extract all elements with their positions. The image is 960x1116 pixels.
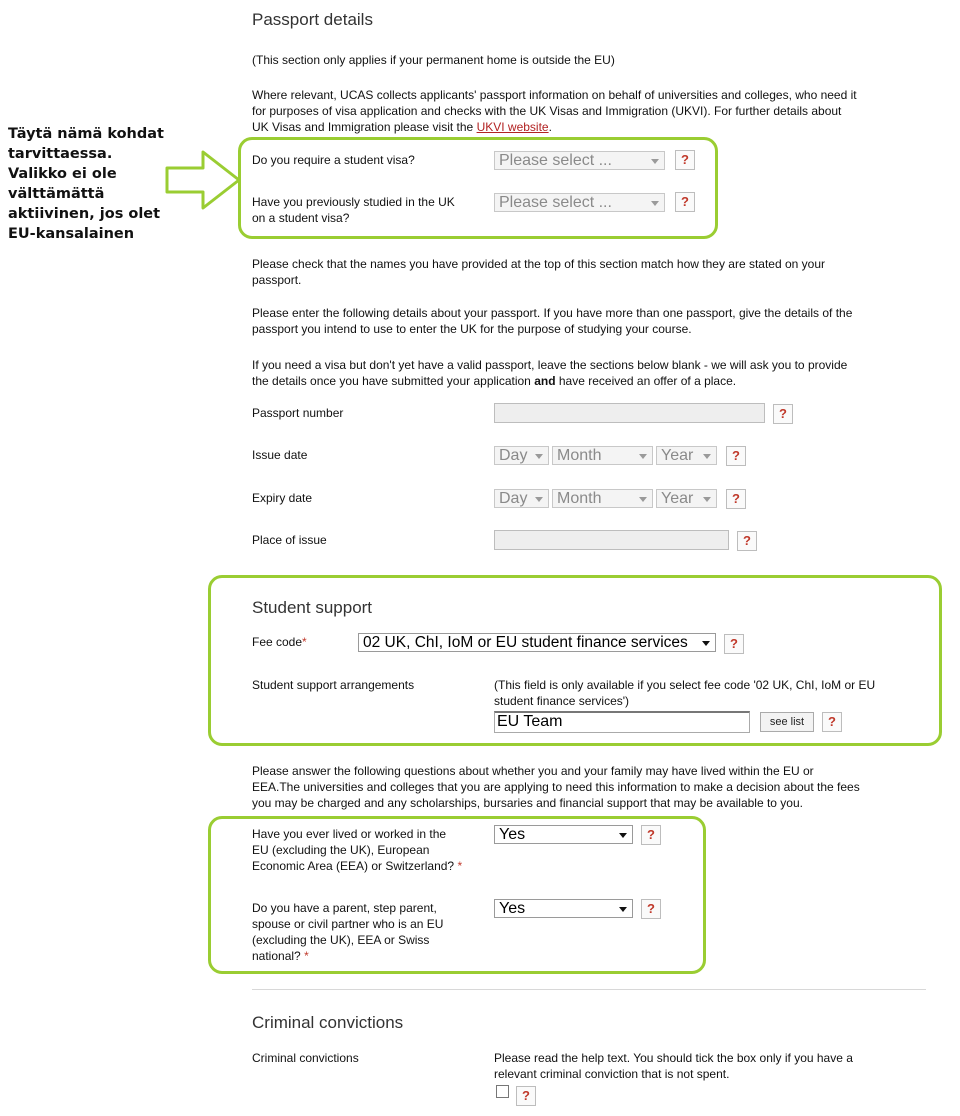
label-text: Fee code <box>252 635 303 649</box>
help-icon[interactable]: ? <box>822 712 842 732</box>
label-line <box>252 948 443 964</box>
student-visa-select[interactable] <box>494 151 665 170</box>
support-arrangements-input[interactable]: EU Team <box>494 711 750 733</box>
help-icon[interactable]: ? <box>726 446 746 466</box>
select-value: Month <box>557 447 602 464</box>
text-line: Please read the help text. You should tick the box only if you have a <box>494 1051 853 1065</box>
passport-number-input[interactable] <box>494 403 765 423</box>
criminal-conviction-checkbox[interactable] <box>496 1085 509 1098</box>
lived-in-eu-label <box>252 826 462 874</box>
label-line: Have you ever lived or worked in the <box>252 827 447 841</box>
label-line: spouse or civil partner who is an EU <box>252 917 444 931</box>
intro-line <box>252 119 942 135</box>
label-line: EU (excluding the UK), European <box>252 843 430 857</box>
required-marker: * <box>302 635 307 649</box>
passport-intro <box>252 87 942 135</box>
annotation-line: aktiivinen, jos olet <box>8 206 161 222</box>
place-of-issue-input[interactable] <box>494 530 729 550</box>
chevron-down-icon <box>639 497 647 502</box>
help-icon[interactable]: ? <box>726 489 746 509</box>
passport-section-title: Passport details <box>252 10 373 29</box>
family-eu-national-select[interactable] <box>494 899 633 918</box>
lived-in-eu-select[interactable] <box>494 825 633 844</box>
label-line: Have you previously studied in the UK <box>252 195 455 209</box>
select-value: 02 UK, ChI, IoM or EU student finance services <box>363 634 688 651</box>
text-line: EEA.The universities and colleges that you are applying to need this information to make a decision about the fees <box>252 780 860 794</box>
label-line: Do you have a parent, step parent, <box>252 901 437 915</box>
expiry-year-select[interactable] <box>656 489 717 508</box>
issue-year-select[interactable] <box>656 446 717 465</box>
help-icon[interactable]: ? <box>675 150 695 170</box>
select-value: Day <box>499 490 528 507</box>
label-line: on a student visa? <box>252 211 350 225</box>
criminal-help-text <box>494 1050 924 1082</box>
help-icon[interactable]: ? <box>641 825 661 845</box>
intro-line: for purposes of visa application and checks with the UK Visas and Immigration (UKVI). For further details about <box>252 104 842 118</box>
chevron-down-icon <box>535 454 543 459</box>
fee-code-label <box>252 634 307 650</box>
support-section-title: Student support <box>252 598 373 617</box>
issue-day-select[interactable] <box>494 446 549 465</box>
chevron-down-icon <box>619 833 627 838</box>
chevron-down-icon <box>703 454 711 459</box>
help-icon[interactable]: ? <box>516 1086 536 1106</box>
criminal-convictions-label: Criminal convictions <box>252 1051 359 1065</box>
label-text: Economic Area (EEA) or Switzerland? <box>252 859 455 873</box>
passport-number-label: Passport number <box>252 406 344 420</box>
help-icon[interactable]: ? <box>724 634 744 654</box>
intro-line: Where relevant, UCAS collects applicants' passport information on behalf of universities and colleges, who need it <box>252 88 857 102</box>
select-value: Day <box>499 447 528 464</box>
text-bold: and <box>534 374 556 388</box>
label-line <box>252 858 462 874</box>
select-value: Year <box>661 447 694 464</box>
chevron-down-icon <box>619 907 627 912</box>
help-icon[interactable]: ? <box>641 899 661 919</box>
label-line: (excluding the UK), EEA or Swiss <box>252 933 430 947</box>
text-line: Please check that the names you have provided at the top of this section match how they are stated on your <box>252 257 826 271</box>
expiry-month-select[interactable] <box>552 489 653 508</box>
select-value: Month <box>557 490 602 507</box>
criminal-section-title: Criminal convictions <box>252 1013 404 1032</box>
intro-text: UK Visas and Immigration please visit the <box>252 120 477 134</box>
text-line: passport. <box>252 273 302 287</box>
visa-no-passport-text <box>252 357 942 389</box>
text-part: have received an offer of a place. <box>555 374 737 388</box>
help-icon[interactable]: ? <box>675 192 695 212</box>
annotation-line: tarvittaessa. <box>8 146 113 162</box>
annotation-line: Täytä nämä kohdat <box>8 126 164 142</box>
eu-intro-text <box>252 763 942 811</box>
select-value: Please select ... <box>499 194 612 211</box>
annotation-line: Valikko ei ole <box>8 166 117 182</box>
issue-date-label: Issue date <box>252 448 308 462</box>
chevron-down-icon <box>639 454 647 459</box>
fee-code-select[interactable] <box>358 633 716 652</box>
arrangements-note <box>494 677 924 709</box>
annotation-line: EU-kansalainen <box>8 226 135 242</box>
help-icon[interactable]: ? <box>737 531 757 551</box>
previous-study-select[interactable] <box>494 193 665 212</box>
chevron-down-icon <box>702 641 710 646</box>
family-eu-national-label <box>252 900 443 964</box>
place-of-issue-label: Place of issue <box>252 533 327 547</box>
chevron-down-icon <box>651 201 659 206</box>
support-arrangements-label: Student support arrangements <box>252 678 415 692</box>
enter-details-text <box>252 305 942 337</box>
previous-study-label <box>252 194 455 226</box>
required-marker: * <box>304 949 309 963</box>
chevron-down-icon <box>535 497 543 502</box>
check-names-text <box>252 256 942 288</box>
label-text: national? <box>252 949 301 963</box>
text-line: Please answer the following questions about whether you and your family may have lived within the EU or <box>252 764 814 778</box>
arrow-right-icon <box>163 148 243 212</box>
passport-note: (This section only applies if your permanent home is outside the EU) <box>252 53 615 67</box>
text-line: passport you intend to use to enter the UK for the purpose of studying your course. <box>252 322 692 336</box>
issue-month-select[interactable] <box>552 446 653 465</box>
text-part: the details once you have submitted your application <box>252 374 535 388</box>
select-value: Please select ... <box>499 152 612 169</box>
note-line: student finance services') <box>494 694 630 708</box>
text-line: you may be charged and any scholarships, bursaries and financial support that may be available to you. <box>252 796 803 810</box>
chevron-down-icon <box>651 159 659 164</box>
see-list-button[interactable]: see list <box>760 712 814 732</box>
select-value: Year <box>661 490 694 507</box>
expiry-day-select[interactable] <box>494 489 549 508</box>
note-line: (This field is only available if you select fee code '02 UK, ChI, IoM or EU <box>494 678 876 692</box>
text-line <box>252 373 942 389</box>
annotation-line: välttämättä <box>8 186 105 202</box>
required-marker: * <box>457 859 463 873</box>
visa-question-label: Do you require a student visa? <box>252 153 415 167</box>
ukvi-website-link[interactable]: UKVI website <box>476 120 549 134</box>
text-line: Please enter the following details about your passport. If you have more than one passport, give the details of the <box>252 306 853 320</box>
chevron-down-icon <box>703 497 711 502</box>
intro-end: . <box>548 120 552 134</box>
section-divider <box>252 989 926 990</box>
expiry-date-label: Expiry date <box>252 491 313 505</box>
text-line: relevant criminal conviction that is not spent. <box>494 1067 730 1081</box>
help-icon[interactable]: ? <box>773 404 793 424</box>
text-line: If you need a visa but don't yet have a valid passport, leave the sections below blank - we will ask you to provide <box>252 358 848 372</box>
select-value: Yes <box>499 900 526 917</box>
select-value: Yes <box>499 826 526 843</box>
